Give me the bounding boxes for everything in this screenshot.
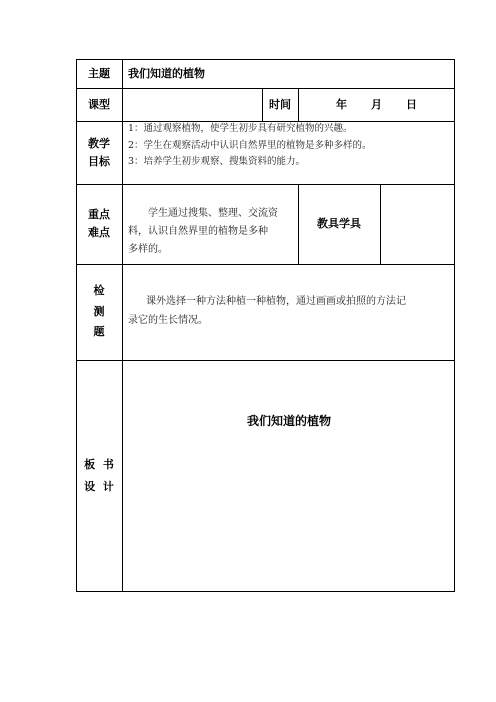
key-points-label-line: 难点	[88, 226, 110, 239]
time-label: 时间	[269, 97, 291, 111]
goals-label-line: 目标	[88, 154, 110, 168]
date-year: 年	[336, 97, 347, 111]
board-label-line: 板 书	[84, 458, 114, 471]
goal-item: 1：通过观察植物，使学生初步具有研究植物的兴趣。	[128, 123, 353, 134]
check-label-line: 题	[93, 325, 105, 339]
check-label-line: 测	[93, 304, 105, 318]
key-points-text	[128, 205, 298, 259]
board-label-line: 设 计	[84, 480, 114, 493]
materials-label: 教具学具	[317, 217, 361, 231]
type-value	[123, 88, 262, 121]
check-line: 课外选择一种方法种植一种植物，通过画画或拍照的方法记	[146, 296, 406, 307]
key-points-line: 学生通过搜集、整理、交流资	[148, 208, 278, 219]
date-field	[298, 88, 455, 121]
check-text	[128, 292, 453, 330]
label-column-divider	[122, 59, 123, 592]
row-divider	[76, 264, 455, 265]
key-points-label	[76, 184, 122, 264]
board-title: 我们知道的植物	[246, 413, 331, 428]
goal-item: 3：培养学生初步观察、搜集资料的能力。	[128, 156, 306, 168]
goals-label-line: 教学	[88, 136, 110, 150]
key-points-line: 料，认识自然界里的植物是多种	[128, 226, 268, 237]
row-divider	[76, 360, 455, 361]
date-month: 月	[371, 97, 382, 111]
check-label	[76, 264, 122, 360]
type-label: 课型	[88, 97, 110, 111]
goals-label	[76, 121, 122, 184]
key-points-label-line: 重点	[88, 208, 110, 222]
date-day: 日	[406, 97, 417, 111]
topic-value: 我们知道的植物	[128, 66, 205, 80]
topic-label: 主题	[88, 66, 110, 80]
materials-value	[380, 184, 455, 264]
board-label	[76, 360, 122, 592]
check-label-line: 检	[93, 283, 105, 297]
goals-list	[128, 121, 453, 171]
goal-item: 2：学生在观察活动中认识自然界里的植物是多种多样的。	[128, 139, 372, 151]
check-line: 录它的生长情况。	[128, 315, 208, 326]
key-points-line: 多样的。	[128, 244, 168, 255]
